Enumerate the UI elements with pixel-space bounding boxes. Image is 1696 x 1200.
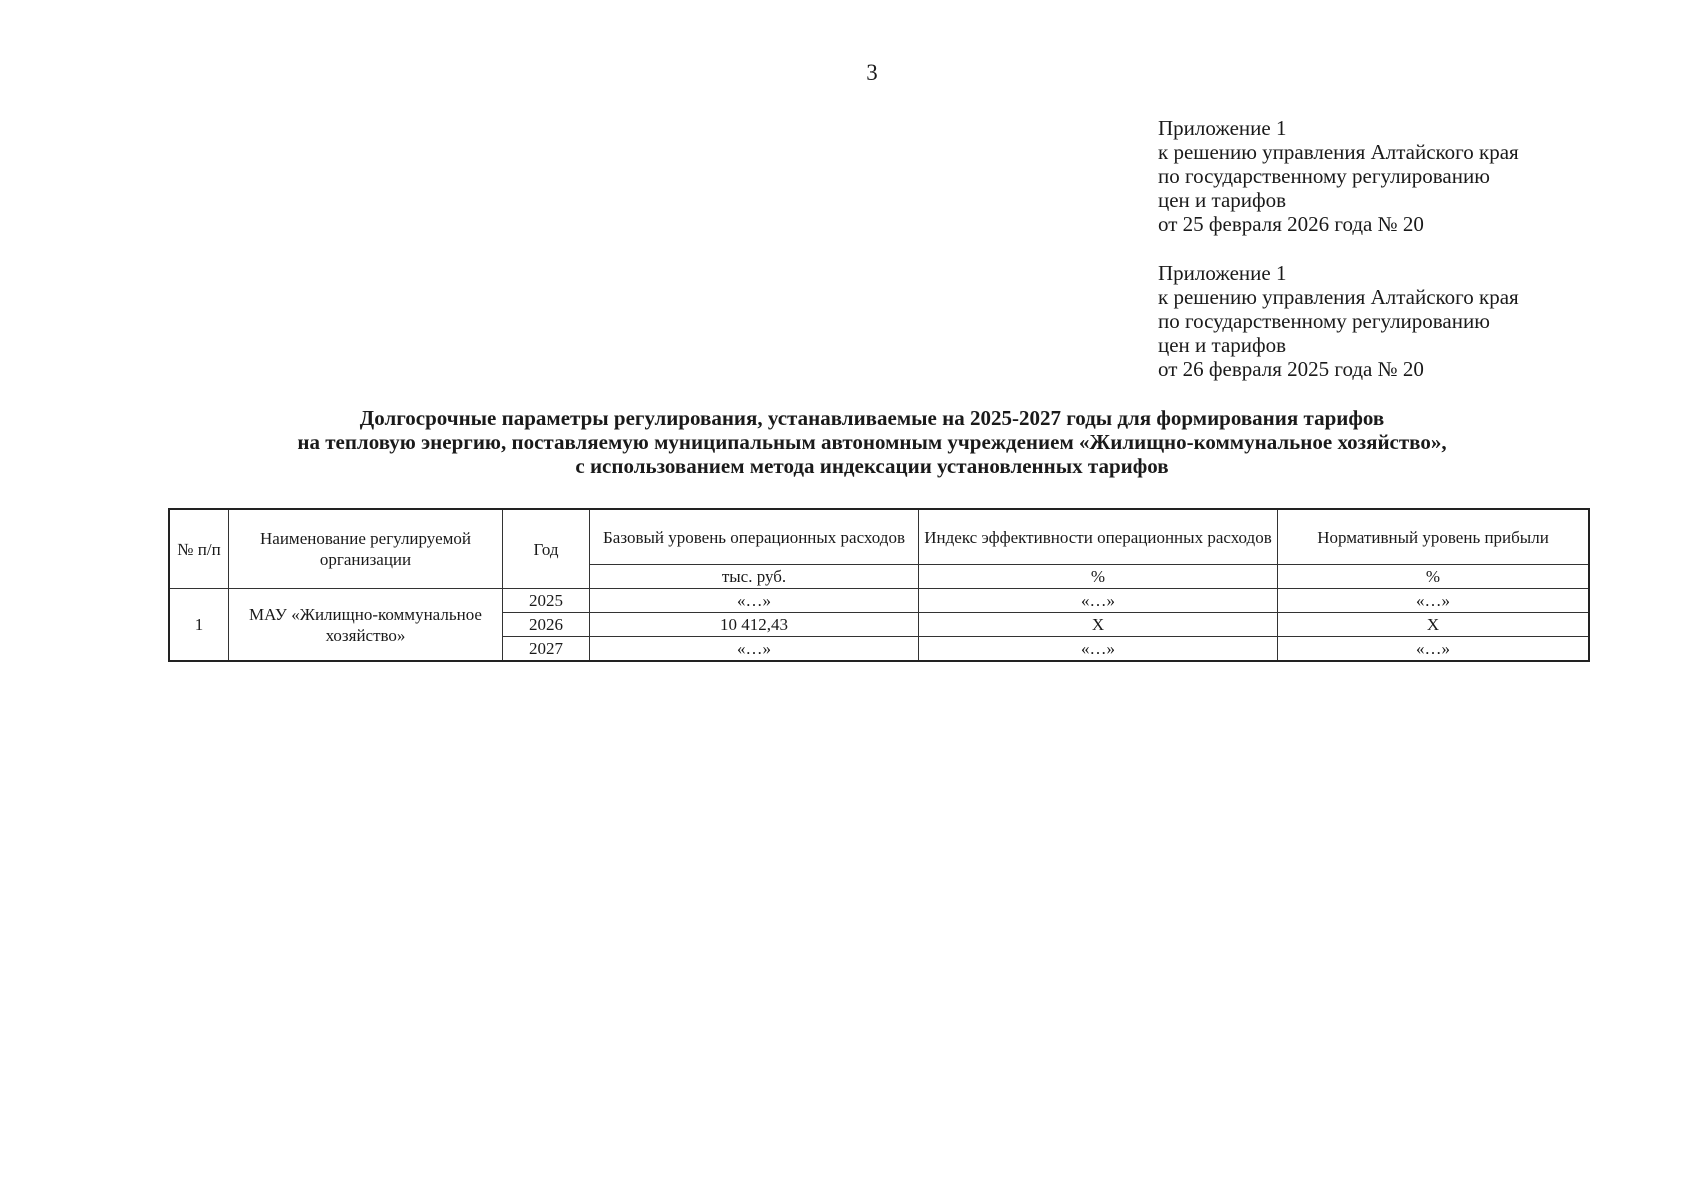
- unit-profit-level: %: [1278, 565, 1590, 589]
- unit-efficiency-index: %: [919, 565, 1278, 589]
- header-efficiency-index: Индекс эффективности операционных расходов: [919, 509, 1278, 565]
- header-base-level: Базовый уровень операционных расходов: [590, 509, 919, 565]
- appendix-line: цен и тарифов: [1158, 188, 1287, 212]
- base-level-cell: «…»: [590, 637, 919, 662]
- page-number: 3: [866, 60, 878, 85]
- title-line: с использованием метода индексации установленных тарифов: [575, 454, 1169, 478]
- row-number: 1: [169, 589, 229, 662]
- unit-base-level: тыс. руб.: [590, 565, 919, 589]
- appendix-line: от 25 февраля 2026 года № 20: [1158, 212, 1424, 236]
- title-line: Долгосрочные параметры регулирования, устанавливаемые на 2025-2027 годы для формирования тарифов: [359, 406, 1385, 430]
- appendix-line: к решению управления Алтайского края: [1158, 140, 1519, 164]
- appendix-line: от 26 февраля 2025 года № 20: [1158, 357, 1424, 381]
- header-profit-level: Нормативный уровень прибыли: [1278, 509, 1590, 565]
- year-cell: 2026: [503, 613, 590, 637]
- title-line: на тепловую энергию, поставляемую муниципальным автономным учреждением «Жилищно-коммунальное хозяйство»,: [297, 430, 1447, 454]
- appendix-line: к решению управления Алтайского края: [1158, 285, 1519, 309]
- appendix-line: по государственному регулированию: [1158, 309, 1490, 333]
- profit-level-cell: «…»: [1278, 589, 1590, 613]
- header-number: № п/п: [169, 509, 229, 589]
- appendix-previous: [1158, 261, 1519, 381]
- regulation-parameters-table: [168, 508, 1590, 662]
- efficiency-index-cell: Х: [919, 613, 1278, 637]
- table-row: [169, 589, 1589, 613]
- year-cell: 2025: [503, 589, 590, 613]
- appendix-current: [1158, 116, 1519, 236]
- base-level-cell: «…»: [590, 589, 919, 613]
- profit-level-cell: «…»: [1278, 637, 1590, 662]
- document-title: [150, 406, 1594, 478]
- table-header-row: [169, 509, 1589, 565]
- header-organization: Наименование регулируемой организации: [229, 509, 503, 589]
- efficiency-index-cell: «…»: [919, 589, 1278, 613]
- appendix-line: Приложение 1: [1158, 261, 1287, 285]
- header-year: Год: [503, 509, 590, 589]
- organization-name: МАУ «Жилищно-коммунальное хозяйство»: [229, 589, 503, 662]
- profit-level-cell: Х: [1278, 613, 1590, 637]
- year-cell: 2027: [503, 637, 590, 662]
- efficiency-index-cell: «…»: [919, 637, 1278, 662]
- base-level-cell: 10 412,43: [590, 613, 919, 637]
- appendix-line: цен и тарифов: [1158, 333, 1287, 357]
- appendix-line: Приложение 1: [1158, 116, 1287, 140]
- appendix-line: по государственному регулированию: [1158, 164, 1490, 188]
